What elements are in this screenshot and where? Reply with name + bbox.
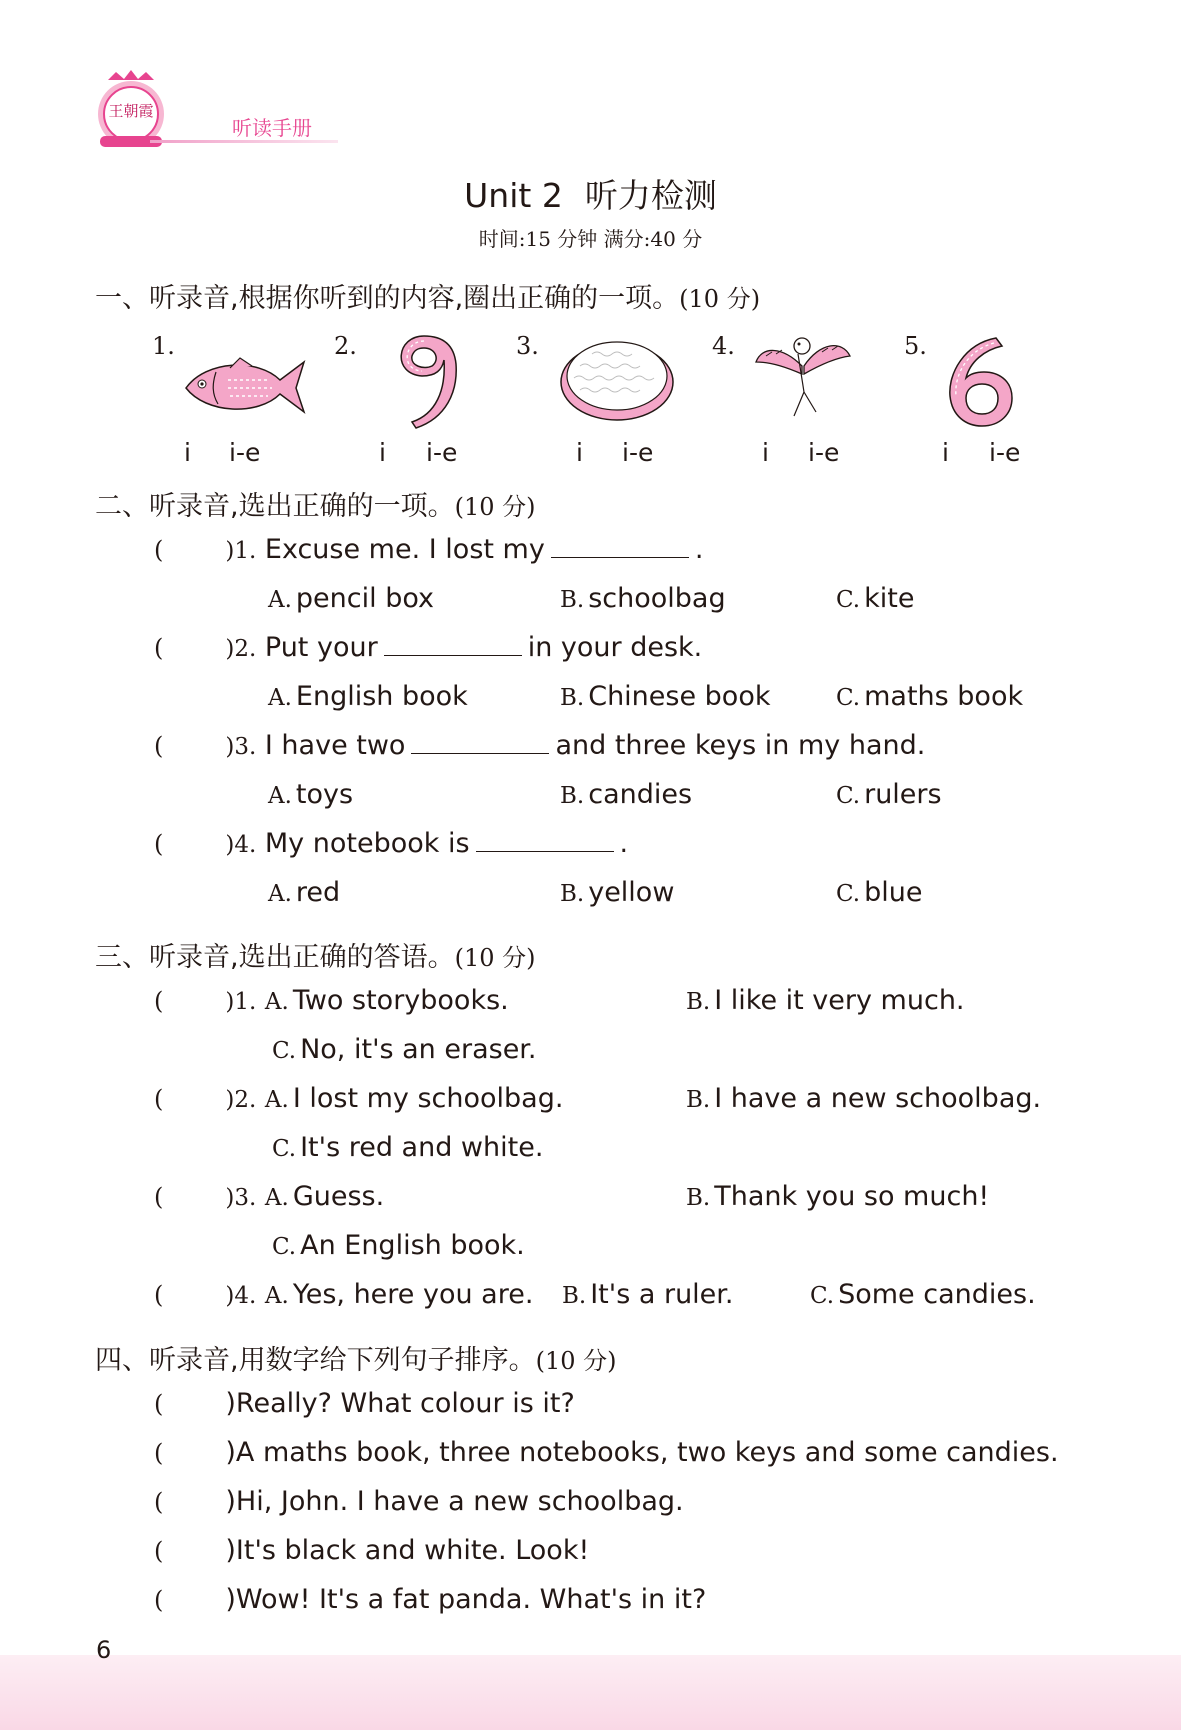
part3-heading-text: 三、听录音,选出正确的答语。 <box>95 942 455 973</box>
answer-paren[interactable]: ( <box>154 1488 164 1516</box>
q2-option-c[interactable] <box>836 681 1023 712</box>
answer-paren[interactable]: ( <box>154 732 164 760</box>
option-text: Chinese book <box>588 681 771 712</box>
part2-question-4 <box>154 828 628 859</box>
picture-number-5: 5. <box>904 332 927 360</box>
answer-paren[interactable]: ( <box>154 1183 164 1211</box>
letter-a: A. <box>264 1087 289 1113</box>
sentence-text: )A maths book, three notebooks, two keys and some candies. <box>225 1437 1059 1468</box>
part3-question-2 <box>154 1083 563 1114</box>
answer-paren[interactable]: ( <box>154 987 164 1015</box>
picture-number-3: 3. <box>516 332 539 360</box>
option-text: pencil box <box>295 583 435 614</box>
letter-a: A. <box>264 1185 289 1211</box>
option-text: yellow <box>588 877 675 908</box>
part4-heading-text: 四、听录音,用数字给下列句子排序。 <box>95 1345 536 1376</box>
option-a-text[interactable]: Two storybooks. <box>292 985 509 1016</box>
q3-option-a[interactable] <box>268 779 353 810</box>
letter-a: A. <box>268 685 292 711</box>
p3q2-option-b[interactable] <box>686 1083 1041 1114</box>
item1-option-ie[interactable]: i-e <box>229 438 261 467</box>
part2-question-2 <box>154 632 702 663</box>
sentence-text: )Hi, John. I have a new schoolbag. <box>225 1486 684 1517</box>
fish-picture <box>180 350 308 426</box>
letter-b: B. <box>560 783 585 809</box>
q1-option-a[interactable] <box>268 583 434 614</box>
footer-band <box>0 1655 1181 1730</box>
question-text: My notebook is <box>264 828 470 859</box>
question-number: )1. <box>225 989 257 1015</box>
option-text: candies <box>588 779 693 810</box>
page-title <box>0 170 1181 217</box>
answer-paren[interactable]: ( <box>154 536 164 564</box>
q3-option-c[interactable] <box>836 779 942 810</box>
part2-heading <box>95 484 536 523</box>
question-text-end: . <box>694 534 704 565</box>
q2-option-b[interactable] <box>560 681 770 712</box>
answer-paren[interactable]: ( <box>154 1281 164 1309</box>
option-text: It's a ruler. <box>590 1279 734 1310</box>
part2-points: (10 分) <box>454 493 536 521</box>
answer-paren[interactable]: ( <box>154 1085 164 1113</box>
part3-question-4 <box>154 1279 533 1310</box>
item5-option-ie[interactable]: i-e <box>989 438 1021 467</box>
part3-question-3 <box>154 1181 384 1212</box>
letter-c: C. <box>836 685 861 711</box>
logo-text: 王朝霞 <box>108 102 154 120</box>
option-text: schoolbag <box>588 583 726 614</box>
question-text-end: . <box>619 828 629 859</box>
order-sentence-5 <box>154 1584 706 1615</box>
option-text: blue <box>864 877 923 908</box>
order-sentence-2 <box>154 1437 1059 1468</box>
letter-a: A. <box>268 587 292 613</box>
letter-b: B. <box>686 1087 711 1113</box>
p3q4-option-c[interactable] <box>810 1279 1036 1310</box>
letter-b: B. <box>560 685 585 711</box>
part1-heading-text: 一、听录音,根据你听到的内容,圈出正确的一项。 <box>95 283 680 314</box>
question-number: )3. <box>225 1185 257 1211</box>
answer-paren[interactable]: ( <box>154 1390 164 1418</box>
question-number: )4. <box>225 832 257 858</box>
answer-paren[interactable]: ( <box>154 1537 164 1565</box>
option-text: An English book. <box>300 1230 525 1261</box>
item2-option-ie[interactable]: i-e <box>426 438 458 467</box>
kite-picture <box>752 326 854 426</box>
picture-number-2: 2. <box>334 332 357 360</box>
p3q1-option-c[interactable] <box>272 1034 537 1065</box>
answer-blank[interactable] <box>384 633 522 656</box>
option-a-text[interactable]: Guess. <box>292 1181 385 1212</box>
option-a-text[interactable]: Yes, here you are. <box>292 1279 534 1310</box>
part4-heading <box>95 1338 617 1377</box>
page-number: 6 <box>96 1636 112 1664</box>
option-text: red <box>295 877 341 908</box>
q4-option-a[interactable] <box>268 877 340 908</box>
item5-option-i[interactable]: i <box>942 438 949 467</box>
option-text: No, it's an eraser. <box>300 1034 537 1065</box>
order-sentence-3 <box>154 1486 684 1517</box>
answer-paren[interactable]: ( <box>154 830 164 858</box>
part2-heading-text: 二、听录音,选出正确的一项。 <box>95 491 455 522</box>
part3-question-1 <box>154 985 509 1016</box>
question-text-end: in your desk. <box>527 632 703 663</box>
question-text: Put your <box>264 632 378 663</box>
unit-title: Unit 2 <box>464 176 563 215</box>
header-label: 听读手册 <box>232 116 312 140</box>
letter-b: B. <box>562 1283 587 1309</box>
picture-number-1: 1. <box>152 332 175 360</box>
item2-option-i[interactable]: i <box>379 438 386 467</box>
option-text: I have a new schoolbag. <box>714 1083 1042 1114</box>
test-name: 听力检测 <box>584 176 717 215</box>
p3q3-option-c[interactable] <box>272 1230 525 1261</box>
letter-a: A. <box>264 989 289 1015</box>
question-number: )4. <box>225 1283 257 1309</box>
letter-a: A. <box>264 1283 289 1309</box>
letter-c: C. <box>272 1038 297 1064</box>
letter-b: B. <box>560 587 585 613</box>
letter-b: B. <box>686 989 711 1015</box>
p3q3-option-b[interactable] <box>686 1181 989 1212</box>
p3q2-option-c[interactable] <box>272 1132 543 1163</box>
order-sentence-1 <box>154 1388 575 1419</box>
answer-blank[interactable] <box>411 731 549 754</box>
p3q1-option-b[interactable] <box>686 985 965 1016</box>
letter-c: C. <box>810 1283 835 1309</box>
option-text: English book <box>295 681 468 712</box>
question-text-end: and three keys in my hand. <box>555 730 926 761</box>
letter-c: C. <box>836 587 861 613</box>
question-number: )1. <box>225 538 257 564</box>
item4-option-i[interactable]: i <box>762 438 769 467</box>
sentence-text: )Wow! It's a fat panda. What's in it? <box>225 1584 707 1615</box>
part3-heading <box>95 935 536 974</box>
question-text: I have two <box>264 730 406 761</box>
letter-b: B. <box>686 1185 711 1211</box>
answer-paren[interactable]: ( <box>154 1439 164 1467</box>
answer-blank[interactable] <box>551 535 689 558</box>
part3-points: (10 分) <box>454 944 536 972</box>
sentence-text: )Really? What colour is it? <box>225 1388 575 1419</box>
sentence-text: )It's black and white. Look! <box>225 1535 590 1566</box>
q4-option-b[interactable] <box>560 877 674 908</box>
answer-paren[interactable]: ( <box>154 634 164 662</box>
option-text: toys <box>295 779 354 810</box>
option-text: kite <box>864 583 915 614</box>
item1-option-i[interactable]: i <box>184 438 191 467</box>
option-text: Thank you so much! <box>714 1181 990 1212</box>
item3-option-ie[interactable]: i-e <box>622 438 654 467</box>
number-nine-picture <box>386 330 462 434</box>
letter-c: C. <box>836 881 861 907</box>
question-number: )2. <box>225 1087 257 1113</box>
answer-paren[interactable]: ( <box>154 1586 164 1614</box>
q2-option-a[interactable] <box>268 681 468 712</box>
option-text: I like it very much. <box>714 985 965 1016</box>
p3q4-option-b[interactable] <box>562 1279 734 1310</box>
letter-c: C. <box>272 1136 297 1162</box>
picture-number-4: 4. <box>712 332 735 360</box>
item4-option-ie[interactable]: i-e <box>808 438 840 467</box>
option-text: maths book <box>864 681 1024 712</box>
letter-c: C. <box>836 783 861 809</box>
part1-heading <box>95 276 760 315</box>
q1-option-b[interactable] <box>560 583 726 614</box>
option-text: It's red and white. <box>300 1132 544 1163</box>
rice-bowl-picture <box>558 330 676 430</box>
q3-option-b[interactable] <box>560 779 692 810</box>
option-a-text[interactable]: I lost my schoolbag. <box>292 1083 564 1114</box>
part4-points: (10 分) <box>535 1347 617 1375</box>
letter-b: B. <box>560 881 585 907</box>
number-six-picture <box>944 334 1016 434</box>
part1-points: (10 分) <box>679 285 761 313</box>
part2-question-1 <box>154 534 703 565</box>
item3-option-i[interactable]: i <box>576 438 583 467</box>
letter-c: C. <box>272 1234 297 1260</box>
time-and-score: 时间:15 分钟 满分:40 分 <box>478 227 703 251</box>
letter-a: A. <box>268 881 292 907</box>
option-text: rulers <box>864 779 942 810</box>
answer-blank[interactable] <box>476 829 614 852</box>
q4-option-c[interactable] <box>836 877 922 908</box>
option-text: Some candies. <box>838 1279 1036 1310</box>
question-number: )3. <box>225 734 257 760</box>
question-text: Excuse me. I lost my <box>264 534 545 565</box>
part2-question-3 <box>154 730 925 761</box>
letter-a: A. <box>268 783 292 809</box>
order-sentence-4 <box>154 1535 589 1566</box>
q1-option-c[interactable] <box>836 583 914 614</box>
question-number: )2. <box>225 636 257 662</box>
